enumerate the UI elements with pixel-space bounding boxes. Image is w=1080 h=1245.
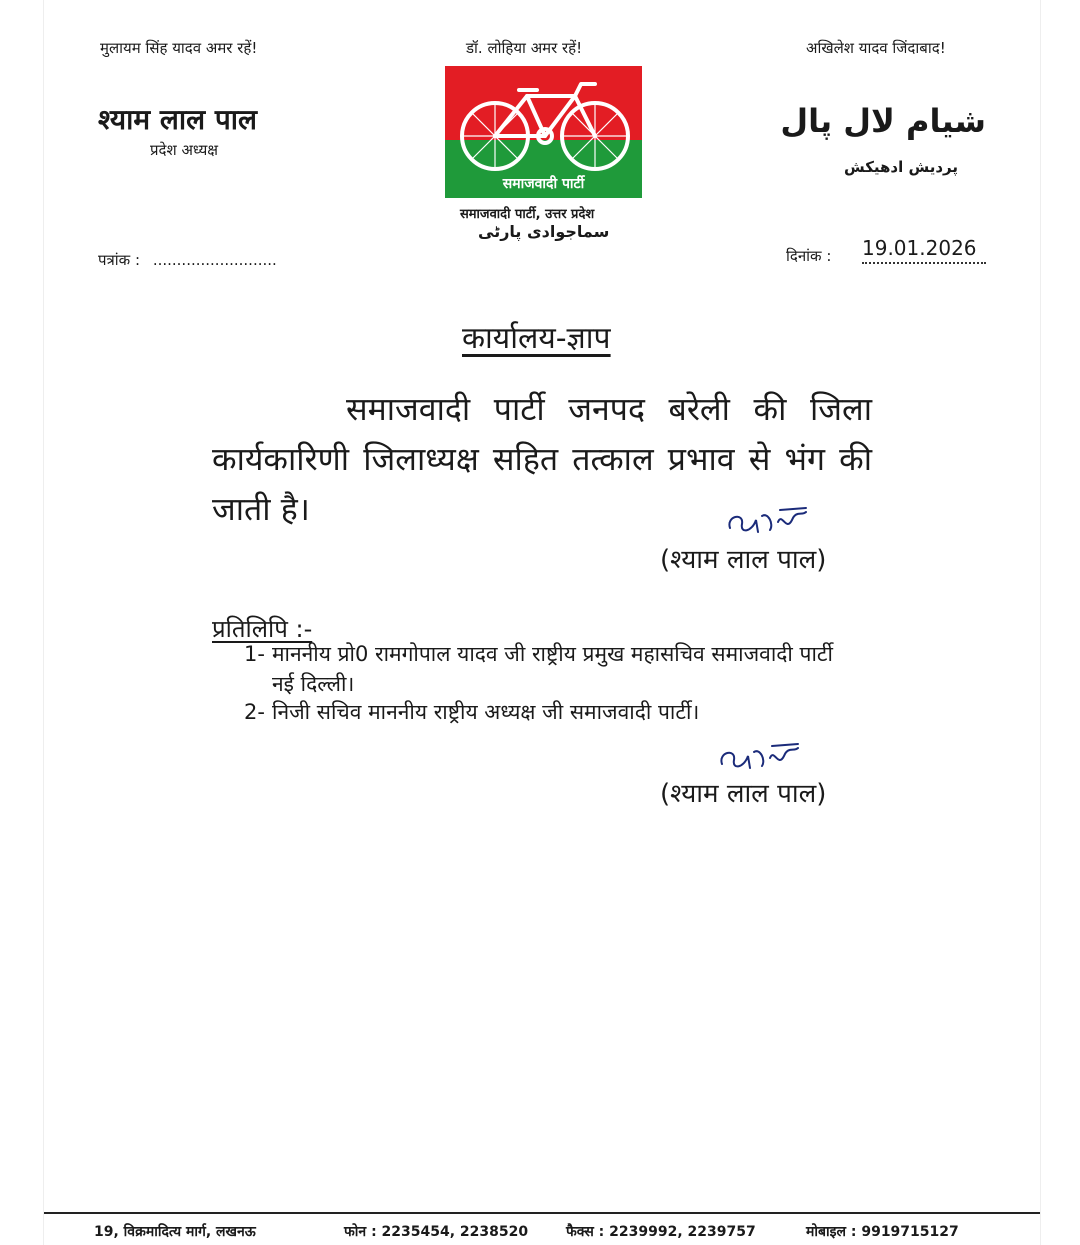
copies-label: प्रतिलिपि :- xyxy=(212,615,313,643)
footer-address: 19, विक्रमादित्य मार्ग, लखनऊ xyxy=(94,1224,256,1240)
date-value: 19.01.2026 xyxy=(862,236,986,264)
footer-mobile: मोबाइल : 9919715127 xyxy=(806,1224,959,1240)
patrank-row xyxy=(98,250,277,270)
signature-name: (श्याम लाल पाल) xyxy=(660,545,827,575)
slogan-center: डॉ. लोहिया अमर रहें! xyxy=(466,39,583,57)
copy-item-text: निजी सचिव माननीय राष्ट्रीय अध्यक्ष जी समाजवादी पार्टी। xyxy=(272,700,700,724)
signature-name: (श्याम लाल पाल) xyxy=(660,779,827,809)
footer-rule xyxy=(44,1212,1040,1214)
patrank-label: पत्रांक : xyxy=(98,251,141,269)
copy-item-text: नई दिल्ली। xyxy=(272,672,355,696)
president-name-hindi: श्याम लाल पाल xyxy=(98,103,257,136)
slogan-right: अखिलेश यादव जिंदाबाद! xyxy=(806,39,946,57)
copy-item-text: माननीय प्रो0 रामगोपाल यादव जी राष्ट्रीय प्रमुख महासचिव समाजवादी पार्टी xyxy=(272,642,833,666)
party-state-name: समाजवादी पार्टी, उत्तर प्रदेश xyxy=(460,207,595,222)
president-designation-urdu: پردیش ادھیکش xyxy=(843,158,958,176)
party-logo xyxy=(445,66,642,198)
party-name-urdu: سماجوادی پارٹی xyxy=(478,222,610,241)
president-name-urdu: شیام لال پال xyxy=(780,102,986,140)
memo-body: समाजवादी पार्टी जनपद बरेली की जिला कार्यकारिणी जिलाध्यक्ष सहित तत्काल प्रभाव से भंग की जाती है। xyxy=(212,390,872,528)
footer-phone: फोन : 2235454, 2238520 xyxy=(344,1224,529,1240)
copy-item-number: 2- xyxy=(244,700,265,724)
president-designation-hindi: प्रदेश अध्यक्ष xyxy=(150,141,219,159)
memo-heading: कार्यालय-ज्ञाप xyxy=(462,321,611,356)
dinank-label: दिनांक : xyxy=(786,247,832,265)
patrank-value: .......................... xyxy=(152,251,277,269)
copy-item-number: 1- xyxy=(244,642,265,666)
slogan-left: मुलायम सिंह यादव अमर रहें! xyxy=(100,39,258,57)
footer-fax: फैक्स : 2239992, 2239757 xyxy=(566,1224,756,1240)
handwritten-signature xyxy=(714,738,804,778)
handwritten-signature xyxy=(722,502,812,542)
logo-party-name: समाजवादी पार्टी xyxy=(502,176,585,192)
